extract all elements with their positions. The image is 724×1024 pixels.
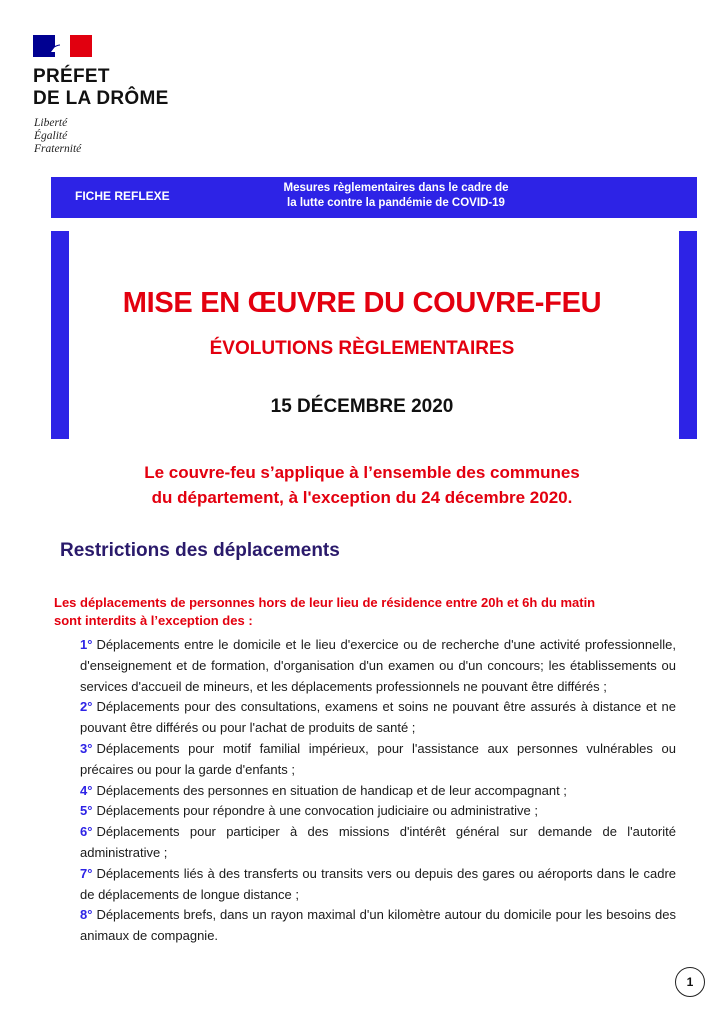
item-text: Déplacements entre le domicile et le lieu d'exercice ou de recherche d'une activité professionnelle, d'enseignement et de formation, d'organisation d'un examen ou d'un concours; les établissements ou services d'accueil de mineurs, et les déplacements professionnels ne pouvant être différés ; — [80, 637, 676, 694]
item-number: 6° — [80, 824, 93, 840]
item-text: Déplacements pour participer à des missions d'intérêt général sur demande de l'autorité administrative ; — [80, 824, 676, 860]
marianne-profile-icon — [47, 38, 77, 54]
devise-line: Fraternité — [34, 143, 82, 155]
devise — [34, 117, 81, 156]
devise-line: Égalité — [34, 130, 68, 142]
intro-line: sont interdits à l’exception des : — [54, 613, 253, 628]
list-item — [80, 739, 676, 781]
banner-subtitle-line: la lutte contre la pandémie de COVID-19 — [287, 197, 505, 209]
item-text: Déplacements liés à des transferts ou transits vers ou depuis des gares ou aéroports dans le cadre de déplacements de longue distance ; — [80, 865, 676, 902]
exceptions-list — [80, 635, 676, 947]
item-text: Déplacements des personnes en situation de handicap et de leur accompagnant ; — [96, 782, 567, 798]
marianne-logo — [33, 35, 92, 57]
item-text: Déplacements brefs, dans un rayon maximal d'un kilomètre autour du domicile pour les besoins des animaux de compagnie. — [80, 907, 676, 944]
list-item — [80, 801, 676, 822]
section-intro — [54, 594, 676, 630]
list-item — [80, 635, 676, 697]
item-number: 1° — [80, 637, 93, 652]
section-title: Restrictions des déplacements — [60, 540, 340, 561]
intro-line: Les déplacements de personnes hors de leur lieu de résidence entre 20h et 6h du matin — [54, 595, 596, 610]
item-text: Déplacements pour répondre à une convocation judiciaire ou administrative ; — [96, 803, 538, 819]
banner-label: FICHE REFLEXE — [75, 189, 170, 203]
item-number: 4° — [80, 782, 93, 798]
prefet-title — [33, 66, 169, 110]
list-item — [80, 781, 676, 802]
notice-line: Le couvre-feu s’applique à l’ensemble des communes — [144, 463, 580, 482]
curfew-notice — [0, 460, 724, 510]
page-number: 1 — [675, 967, 705, 997]
prefet-title-line: DE LA DRÔME — [33, 88, 169, 109]
item-number: 3° — [80, 740, 93, 756]
notice-line: du département, à l'exception du 24 décembre 2020. — [151, 488, 573, 507]
banner-subtitle — [251, 181, 541, 211]
item-text: Déplacements pour des consultations, examens et soins ne pouvant être assurés à distance et ne pouvant être différés ou pour l'achat de produits de santé ; — [80, 699, 676, 736]
main-title: MISE EN ŒUVRE DU COUVRE-FEU — [122, 287, 602, 319]
item-number: 8° — [80, 907, 93, 923]
document-date: 15 DÉCEMBRE 2020 — [270, 396, 454, 417]
devise-line: Liberté — [34, 117, 68, 129]
item-number: 2° — [80, 699, 93, 715]
sub-title: ÉVOLUTIONS RÈGLEMENTAIRES — [209, 338, 515, 359]
list-item — [80, 697, 676, 739]
header-banner — [51, 177, 697, 218]
item-number: 7° — [80, 865, 93, 881]
item-text: Déplacements pour motif familial impérieux, pour l'assistance aux personnes vulnérables ou précaires ou pour la garde d'enfants ; — [80, 740, 676, 777]
list-item — [80, 864, 676, 906]
item-number: 5° — [80, 803, 93, 819]
list-item — [80, 905, 676, 947]
list-item — [80, 822, 676, 864]
prefet-title-line: PRÉFET — [33, 66, 110, 87]
banner-subtitle-line: Mesures règlementaires dans le cadre de — [283, 182, 509, 194]
